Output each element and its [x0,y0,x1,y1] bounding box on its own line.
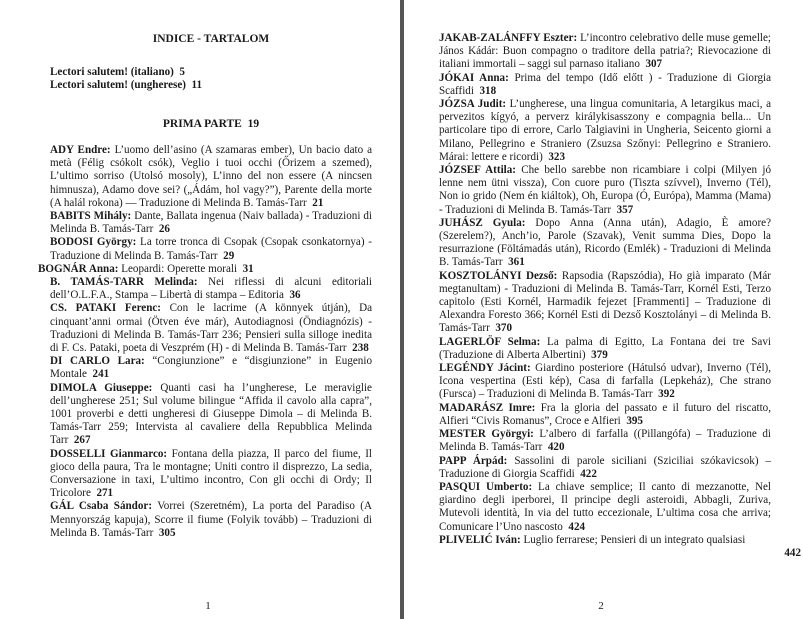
right-column [439,0,801,619]
entry-titles: Quanti casi ha l’ungherese, Le meraviglie dell’ungherese 251; Sul volume bilingue “Affida il cavolo alla capra”, 1001 proverbi e detti ungheresi di Giuseppe Dimola – di Melinda B. Tamás-Tarr 259; Intervista al cavaliere della Repubblica Melinda Tarr [50,381,372,447]
left-entry-list [38,144,373,540]
entry-titles: Vorrei (Szeretném), La porta del Paradiso (A Mennyország kapuja), Scorre il fiume (Folyik tovább) – Traduzioni di Melinda B. Tamás-Tarr [50,500,372,539]
index-entry [439,164,771,217]
entry-titles: “Congiunzione” e “disgiunzione” in Eugenio Montale [50,355,372,381]
entry-page-number: 392 [658,388,675,401]
entry-author: DOSSELLI Gianmarco: [50,447,168,460]
entry-titles: Nei riflessi di alcuni editoriali dell’O.L.F.A., Stampa – Libertà di stampa – Editoria [50,276,372,302]
entry-author: DI CARLO Lara: [50,355,145,368]
index-entry [439,455,771,481]
right-page [404,0,803,619]
index-entry [50,236,372,262]
entry-page-number: 424 [568,520,586,533]
index-entry [50,276,372,302]
entry-author: JÓKAI Anna: [439,71,509,84]
left-page [0,0,400,619]
entry-page-number: 379 [591,348,608,361]
index-entry [50,500,372,540]
index-entry [439,270,771,336]
entry-page-number: 305 [158,526,176,539]
index-entry [50,144,372,210]
entry-titles: La palma di Egitto, La Fontana dei tre Savi (Traduzione di Alberta Albertini) [439,335,771,361]
entry-titles: Giardino posteriore (Hátulsó udvar), Inverno (Tél), Icona vespertina (Esti kép), Casa di farfalla (Lepkeház), Che strano (Fursca) – Traduzioni di Melinda B. Tamás-Tarr [439,362,771,401]
entry-titles: Dante, Ballata ingenua (Naiv ballada) - Traduzioni di Melinda B. Tamás-Tarr [50,210,372,236]
entry-author: GÁL Csaba Sándor: [50,500,153,513]
entry-author: BODOSI György: [50,236,137,249]
entry-author: JÓZSEF Attila: [439,164,516,177]
index-entry [439,428,771,454]
entry-page-number: 420 [547,441,565,454]
entry-author: PASQUI Umberto: [439,480,533,493]
entry-titles: Sassolini di parole siciliani (Sziciliai szókavicsok) – Traduzione di Giorgia Scaffidi [439,454,772,480]
entry-page-number: 307 [645,58,663,71]
entry-page-number: 238 [352,342,369,355]
entry-titles: L’incontro celebrativo delle muse gemelle; János Kádár: Buon compagno o traditore della patria?; Rievocazione di italiani immortali – saggi sul parnaso italiano [439,32,771,71]
entry-page-number: 26 [158,223,170,236]
index-entry [50,210,372,236]
entry-page-number: 323 [548,150,565,163]
entry-page-number: 395 [626,414,643,427]
section-title: PRIMA PARTE 19 [162,118,260,130]
index-entry [439,402,771,428]
entry-titles: Luglio ferrarese; Pensieri di un integrato qualsiasi [520,533,746,546]
index-entry [38,263,372,276]
entry-page-number: 241 [92,368,110,381]
entry-author: ADY Endre: [50,144,111,156]
entry-titles: Con le lacrime (A könnyek útján), Da cinquant’anni ormai (Ötven éve már), Autodiagnosi (Öndiagnózis) - Traduzioni di Melinda B. Tamás-Tarr 236; Pensieri sulla silloge inedita di F. Cs. Pataki, poeta di Veszprém (H) - di Melinda B. Tamás-Tarr [50,302,373,355]
entry-titles: Rapsodia (Rapszódia), Ho già imparato (Már megtanultam) - Traduzioni di Melinda B. Tamás-Tarr, Kornél Esti, Terzo capitolo (Esti Kornél, Harmadik fejezet [Frammenti] – Traduzione di Alexandra Foresto 366; Kornél Esti di Dezső Kosztolányi – di Melinda B. Tamás-Tarr [439,269,771,335]
page-number-left: 1 [205,600,211,612]
entry-page-number: 357 [616,203,634,216]
right-entry-list [439,32,801,560]
entry-titles: L’uomo dell’asino (A szamaras ember), Un bacio dato a metà (Félig csókolt csók), Veglio i tuoi occhi (Őrizem a szemed), L’ultimo sorriso (Utolsó mosoly), L’inno del non essere (A nincsen himnusza), Adamo dove sei? („Ádám, hol vagy?”), Parente della morte (A halál rokona) — Traduzione di Melinda B. Tamás-Tarr [50,144,373,209]
entry-author: BOGNÁR Anna: [38,262,119,275]
entry-titles: Prima del tempo (Idő előtt ) - Traduzione di Giorgia Scaffidi [439,71,772,97]
entry-page-number: 29 [223,249,235,262]
index-entry [50,302,372,355]
entry-author: KOSZTOLÁNYI Dezső: [439,269,558,282]
index-entry [439,32,771,72]
entry-author: JAKAB-ZALÁNFFY Eszter: [439,32,578,44]
entry-page-number: 271 [96,487,114,500]
index-entry [50,355,372,381]
entry-author: PAPP Árpád: [439,454,508,467]
entry-author: BABITS Mihály: [50,210,132,223]
index-entry [439,72,771,98]
entry-author: MADARÁSZ Imre: [439,401,536,414]
index-entry [439,362,771,402]
left-column [38,0,373,619]
entry-titles: Leopardi: Operette morali [118,262,238,275]
index-entry [439,217,771,270]
page-number-right: 2 [598,600,604,612]
index-entry [439,533,801,560]
entry-page-number: 422 [580,467,597,480]
entry-author: PLIVELIĆ Iván: [439,533,521,546]
entry-titles: La torre tronca di Csopak (Csopak csonkatornya) - Traduzione di Melinda B. Tamás-Tarr [50,236,372,262]
entry-page-number: 442 [784,546,801,559]
entry-page-number: 361 [508,256,525,269]
lectori-italiano: Lectori salutem! (italiano) 5 [50,66,185,78]
entry-titles: L’albero di farfalla ((Pillangófa) – Traduzione di Melinda B. Tamás-Tarr [439,428,771,454]
index-title: INDICE - TARTALOM [152,33,270,45]
entry-page-number: 318 [479,84,497,97]
entry-author: JÓZSA Judit: [439,98,507,111]
entry-titles: Fontana della piazza, Il parco del fiume, Il gioco della paura, Tra le montagne; Uniti contro il disprezzo, La sedia, Conversazione in taxi, L’ultimo incontro, Con gli occhi di Ordy; Il Tricolore [50,447,373,500]
entry-author: JUHÁSZ Gyula: [439,216,526,229]
entry-page-number: 370 [495,322,512,335]
entry-author: CS. PATAKI Ferenc: [50,302,162,315]
index-entry [50,382,372,448]
entry-page-number: 31 [242,262,254,275]
entry-titles: Che bello sarebbe non ricambiare i colpi (Milyen jó lenne nem ütni vissza), Con cuore puro (Tiszta szívvel), Inverno (Tél), Non io grido (Nem én kiáltok), Oh, Europa (Ó, Európa), Mamma (Mama) - Traduzioni di Melinda B. Tamás-Tarr [439,164,771,216]
entry-author: LAGERLÖF Selma: [439,335,541,348]
entry-page-number: 36 [289,289,301,302]
lectori-ungherese: Lectori salutem! (ungherese) 11 [50,79,202,91]
entry-titles: Dopo Anna (Anna után), Adagio, È amore? (Szerelem?), Anch’io, Parole (Szavak), Venit summa Dies, Dopo la resurrazione (Föltámadás után), Ricordo (Emlék) - Traduzioni di Melinda B. Tamás-Tarr [439,216,771,269]
entry-titles: La chiave semplice; Il canto di mezzanotte, Nel giardino degli iperborei, Il principe degli asteroidi, Abbagli, Zuriva, Mutevoli identità, In via del tutto eccezionale, L’ultima cosa che arriva; Comunicare l’Uno nascosto [439,480,771,533]
entry-author: DIMOLA Giuseppe: [50,381,153,394]
entry-titles: Fra la gloria del passato e il futuro del riscatto, Alfieri “Civis Romanus”, Croce e Alfieri [439,401,771,427]
entry-author: LEGÉNDY Jácint: [439,362,531,375]
index-entry [439,481,771,534]
entry-titles: L’ungherese, una lingua comunitaria, A letargikus maci, a pervezitos kígyó, a perverz királykisasszony e compagnia bella... Un particolare tipo di errore, Carlo Talgiavini in Ungheria, Seicento giorni a Milano, Pellegrino e Straniero (Zsuzsa Szőnyi: Pellegrino e Straniero. Márai: lettere e ricordi) [439,98,771,163]
entry-author: B. TAMÁS-TARR Melinda: [50,276,198,289]
index-entry [439,336,771,362]
entry-page-number: 21 [312,196,324,209]
entry-author: MESTER Györgyi: [439,428,534,441]
index-entry [439,98,771,164]
index-entry [50,448,372,501]
entry-page-number: 267 [73,434,91,447]
